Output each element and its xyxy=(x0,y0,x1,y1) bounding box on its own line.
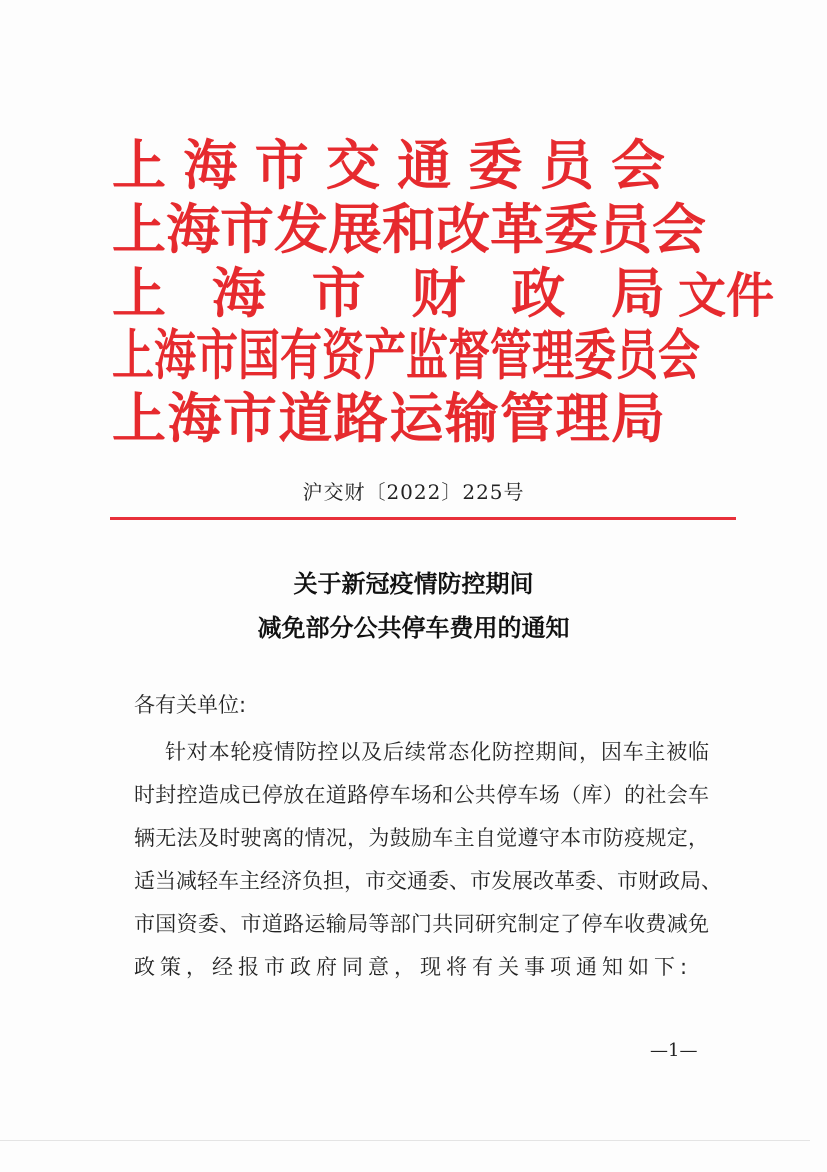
salutation: 各有关单位: xyxy=(134,693,247,717)
title-line-1: 关于新冠疫情防控期间 xyxy=(293,569,534,598)
body-line: 市国资委、市道路运输局等部门共同研究制定了停车收费减免 xyxy=(134,912,709,936)
document-suffix: 文件 xyxy=(678,268,775,324)
body-line: 适当减轻车主经济负担，市交通委、市发展改革委、市财政局、 xyxy=(134,869,722,893)
issuer-line-4: 上海市国有资产监督管理委员会 xyxy=(112,323,701,388)
issuer-line-5: 上海市道路运输管理局 xyxy=(112,386,665,450)
issuer-line-1: 上海市交通委员会 xyxy=(112,133,665,197)
body-line: 针对本轮疫情防控以及后续常态化防控期间，因车主被临 xyxy=(165,740,709,764)
document-number: 沪交财〔2022〕225号 xyxy=(302,480,525,504)
body-line: 辆无法及时驶离的情况，为鼓励车主自觉遵守本市防疫规定， xyxy=(134,826,709,850)
body-line: 时封控造成已停放在道路停车场和公共停车场（库）的社会车 xyxy=(134,783,709,807)
red-divider xyxy=(110,517,736,520)
issuer-line-3: 上海市财政局 xyxy=(112,261,665,325)
title-line-2: 减免部分公共停车费用的通知 xyxy=(257,613,570,642)
page-number: —1— xyxy=(650,1040,698,1061)
footer-line xyxy=(0,1140,810,1141)
body-line: 政策，经报市政府同意，现将有关事项通知如下: xyxy=(134,955,693,979)
issuer-line-2: 上海市发展和改革委员会 xyxy=(112,197,706,261)
